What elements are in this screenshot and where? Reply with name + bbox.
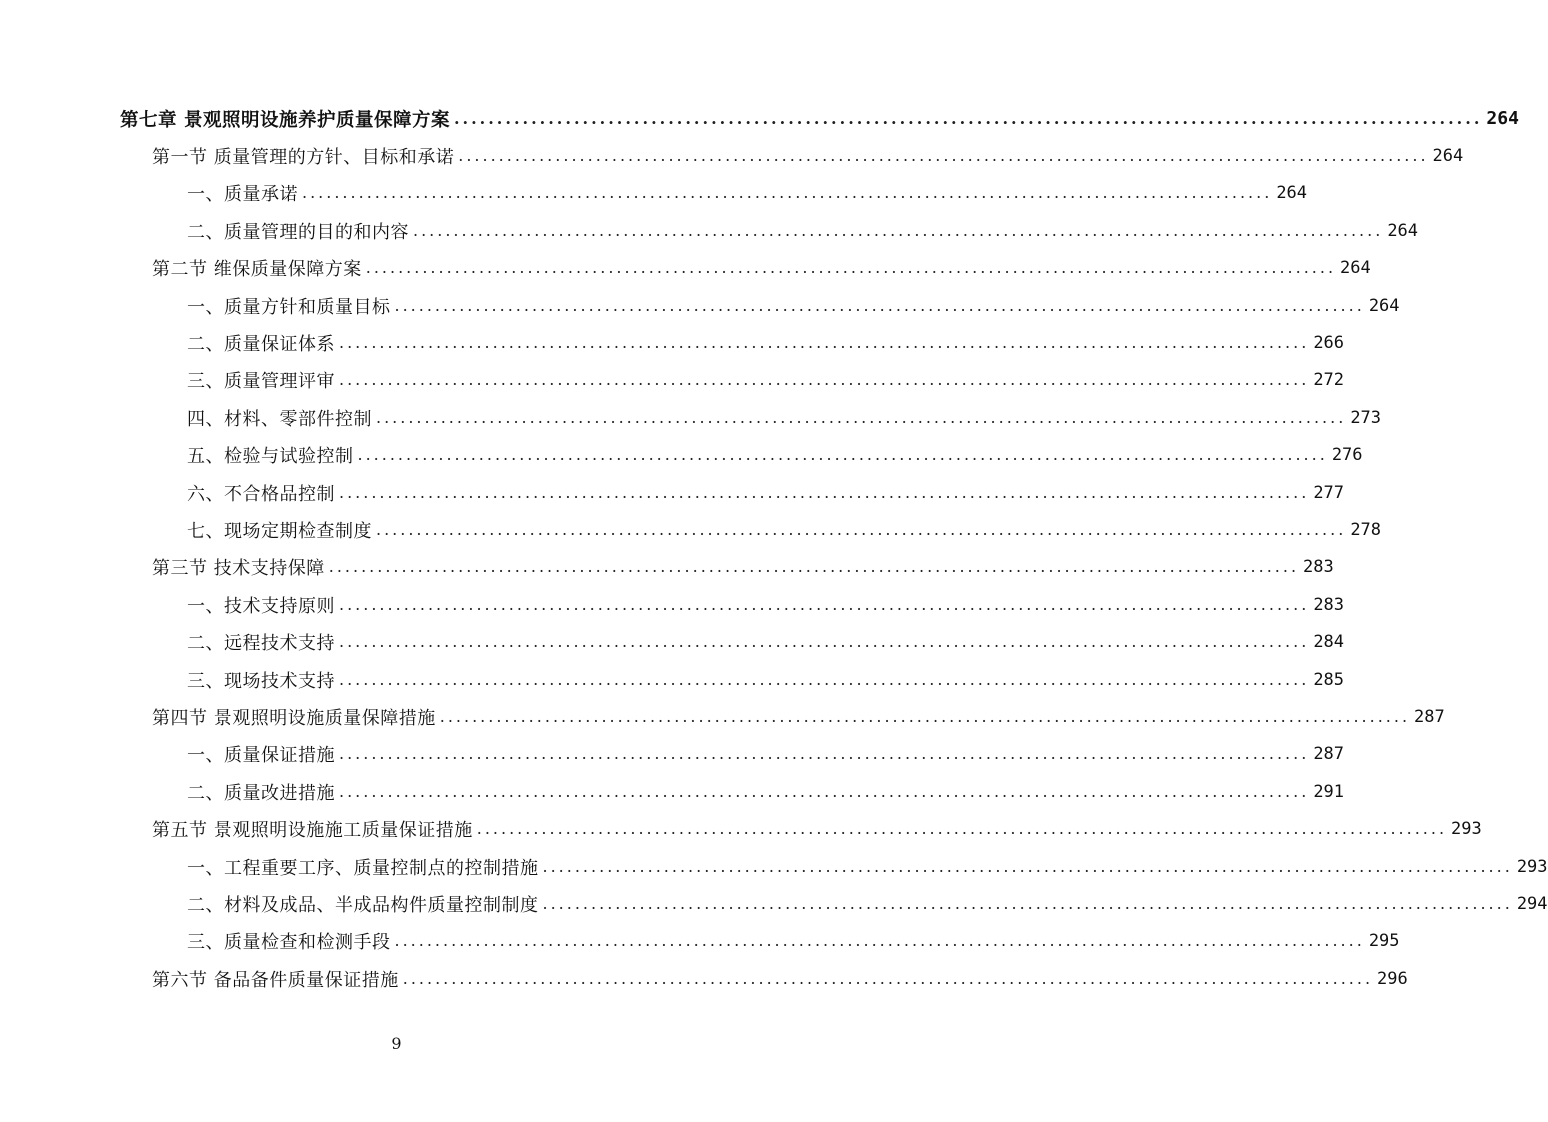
toc-dot-leader: ........................................................................................................................ [357,445,1328,465]
toc-entry-title: 一、工程重要工序、质量控制点的控制措施 [187,857,539,879]
toc-dot-leader: ........................................................................................................................ [339,632,1310,652]
toc-entry-title: 第五节 景观照明设施施工质量保证措施 [152,820,473,842]
toc-dot-leader: ........................................................................................................................ [339,669,1310,689]
toc-subsection-entry[interactable] [0,287,1400,324]
toc-dot-leader: ........................................................................................................................ [376,407,1347,427]
toc-entry-title: 二、质量管理的目的和内容 [187,221,409,243]
toc-dot-leader: ........................................................................................................................ [476,819,1448,839]
toc-entry-title: 三、质量管理评审 [187,371,335,393]
table-of-contents [0,100,1548,997]
toc-entry-title: 六、不合格品控制 [187,483,335,505]
toc-subsection-entry[interactable] [0,474,1345,511]
toc-subsection-entry[interactable] [0,923,1400,960]
toc-entry-title: 四、材料、零部件控制 [187,408,372,430]
toc-subsection-entry[interactable] [0,623,1345,660]
toc-subsection-entry[interactable] [0,175,1308,212]
toc-section-entry[interactable] [0,960,1408,997]
toc-entry-page: 296 [1377,968,1408,989]
toc-dot-leader: ........................................................................................................................ [542,856,1513,876]
toc-entry-page: 287 [1313,744,1345,765]
toc-chapter-entry[interactable] [0,100,1519,137]
toc-subsection-entry[interactable] [0,511,1382,548]
toc-dot-leader: ........................................................................................................................ [339,744,1310,764]
toc-entry-page: 295 [1368,931,1400,952]
toc-subsection-entry[interactable] [0,885,1548,922]
toc-section-entry[interactable] [0,810,1482,847]
toc-entry-page: 278 [1350,519,1382,540]
toc-entry-page: 277 [1313,482,1345,503]
toc-dot-leader: ........................................................................................................................ [302,183,1273,203]
toc-entry-title: 二、远程技术支持 [187,633,335,655]
toc-subsection-entry[interactable] [0,848,1548,885]
toc-entry-page: 291 [1313,781,1345,802]
toc-dot-leader: ........................................................................................................................ [458,146,1429,166]
toc-dot-leader: ........................................................................................................................ [439,706,1411,726]
toc-entry-page: 293 [1451,819,1482,840]
toc-dot-leader: ........................................................................................................................ [339,482,1310,502]
toc-section-entry[interactable] [0,137,1464,174]
toc-entry-title: 第三节 技术支持保障 [152,558,325,580]
toc-entry-page: 284 [1313,632,1345,653]
toc-dot-leader: ........................................................................................................................ [453,108,1483,128]
toc-dot-leader: ........................................................................................................................ [542,893,1513,913]
toc-entry-title: 第六节 备品备件质量保证措施 [152,969,399,991]
toc-entry-page: 266 [1313,333,1345,354]
toc-dot-leader: ........................................................................................................................ [339,594,1310,614]
toc-subsection-entry[interactable] [0,773,1345,810]
toc-dot-leader: ........................................................................................................................ [339,333,1310,353]
toc-entry-page: 264 [1276,183,1308,204]
page-number: 9 [391,1034,402,1053]
toc-entry-page: 287 [1414,706,1445,727]
toc-subsection-entry[interactable] [0,437,1363,474]
toc-dot-leader: ........................................................................................................................ [376,519,1347,539]
toc-entry-title: 一、技术支持原则 [187,595,335,617]
toc-entry-page: 294 [1516,893,1548,914]
toc-subsection-entry[interactable] [0,362,1345,399]
toc-subsection-entry[interactable] [0,586,1345,623]
toc-dot-leader: ........................................................................................................................ [402,968,1374,988]
toc-entry-title: 第四节 景观照明设施质量保障措施 [152,707,436,729]
toc-entry-title: 二、质量改进措施 [187,782,335,804]
toc-subsection-entry[interactable] [0,399,1382,436]
toc-entry-page: 264 [1432,146,1464,167]
toc-entry-page: 272 [1313,370,1345,391]
toc-entry-title: 一、质量承诺 [187,184,298,206]
toc-entry-title: 五、检验与试验控制 [187,446,354,468]
toc-dot-leader: ........................................................................................................................ [328,557,1300,577]
toc-entry-page: 293 [1516,856,1548,877]
toc-dot-leader: ........................................................................................................................ [394,931,1365,951]
toc-entry-page: 283 [1313,594,1345,615]
toc-entry-page: 264 [1486,108,1519,130]
toc-dot-leader: ........................................................................................................................ [394,295,1365,315]
toc-entry-title: 第七章 景观照明设施养护质量保障方案 [120,109,450,131]
toc-entry-title: 第二节 维保质量保障方案 [152,259,362,281]
toc-entry-page: 264 [1368,295,1400,316]
toc-dot-leader: ........................................................................................................................ [365,258,1337,278]
toc-section-entry[interactable] [0,698,1445,735]
toc-section-entry[interactable] [0,250,1371,287]
toc-subsection-entry[interactable] [0,324,1345,361]
toc-entry-title: 三、质量检查和检测手段 [187,932,391,954]
toc-entry-page: 264 [1387,220,1419,241]
toc-entry-page: 264 [1340,258,1371,279]
toc-entry-title: 七、现场定期检查制度 [187,520,372,542]
toc-entry-page: 285 [1313,669,1345,690]
toc-dot-leader: ........................................................................................................................ [339,781,1310,801]
toc-entry-title: 三、现场技术支持 [187,670,335,692]
toc-entry-title: 一、质量方针和质量目标 [187,296,391,318]
toc-entry-page: 276 [1331,445,1363,466]
toc-entry-page: 283 [1303,557,1334,578]
toc-subsection-entry[interactable] [0,736,1345,773]
toc-dot-leader: ........................................................................................................................ [339,370,1310,390]
toc-section-entry[interactable] [0,549,1334,586]
toc-entry-title: 第一节 质量管理的方针、目标和承诺 [152,147,455,169]
toc-entry-title: 一、质量保证措施 [187,745,335,767]
toc-entry-page: 273 [1350,407,1382,428]
toc-subsection-entry[interactable] [0,661,1345,698]
toc-subsection-entry[interactable] [0,212,1419,249]
toc-entry-title: 二、质量保证体系 [187,334,335,356]
toc-dot-leader: ........................................................................................................................ [413,220,1384,240]
toc-entry-title: 二、材料及成品、半成品构件质量控制制度 [187,894,539,916]
